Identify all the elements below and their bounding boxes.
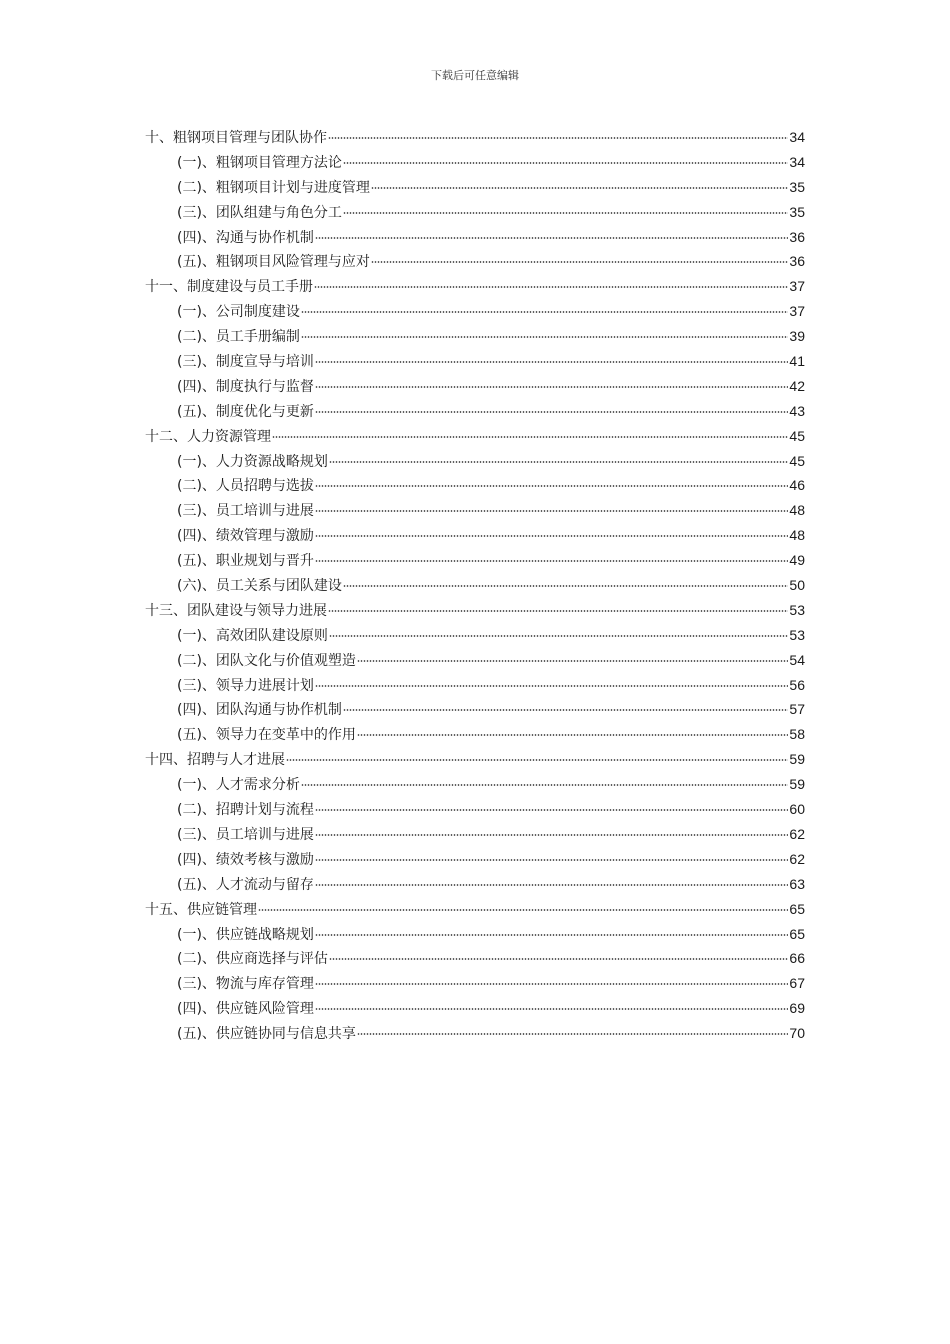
toc-dot-leader (301, 336, 788, 338)
toc-page-number: 48 (789, 527, 805, 544)
toc-dot-leader (315, 809, 788, 811)
toc-entry-title: (一)、高效团队建设原则 (177, 627, 328, 644)
toc-section-entry[interactable] (145, 498, 805, 523)
toc-dot-leader (315, 834, 788, 836)
toc-dot-leader (314, 286, 788, 288)
toc-entry-title: (三)、员工培训与进展 (177, 503, 314, 520)
toc-page-number: 37 (789, 303, 805, 320)
toc-entry-title: 十、粗钢项目管理与团队协作 (145, 130, 327, 146)
toc-chapter-entry[interactable] (145, 125, 805, 150)
toc-page-number: 70 (789, 1025, 805, 1042)
toc-section-entry[interactable] (145, 1021, 805, 1046)
toc-dot-leader (371, 187, 788, 189)
toc-entry-title: (二)、招聘计划与流程 (177, 802, 314, 819)
toc-entry-title: (一)、人才需求分析 (177, 777, 300, 794)
toc-entry-title: (五)、领导力在变革中的作用 (177, 727, 356, 744)
toc-page-number: 45 (789, 452, 805, 469)
toc-section-entry[interactable] (145, 200, 805, 225)
toc-page-number: 37 (789, 278, 805, 295)
toc-entry-title: (三)、团队组建与角色分工 (177, 204, 342, 221)
table-of-contents (145, 125, 805, 1046)
toc-section-entry[interactable] (145, 225, 805, 250)
toc-entry-title: 十四、招聘与人才进展 (145, 752, 285, 769)
toc-entry-title: (六)、员工关系与团队建设 (177, 578, 342, 595)
toc-chapter-entry[interactable] (145, 424, 805, 449)
toc-entry-title: (二)、供应商选择与评估 (177, 951, 328, 968)
toc-entry-title: (一)、供应链战略规划 (177, 926, 314, 943)
toc-dot-leader (328, 137, 788, 139)
toc-entry-title: (三)、制度宣导与培训 (177, 354, 314, 371)
toc-entry-title: (五)、制度优化与更新 (177, 403, 314, 420)
toc-chapter-entry[interactable] (145, 598, 805, 623)
toc-page-number: 56 (789, 676, 805, 693)
toc-entry-title: (四)、绩效考核与激励 (177, 851, 314, 868)
toc-dot-leader (343, 212, 788, 214)
toc-dot-leader (315, 237, 788, 239)
toc-dot-leader (315, 510, 788, 512)
toc-entry-title: (三)、物流与库存管理 (177, 976, 314, 993)
toc-entry-title: (四)、团队沟通与协作机制 (177, 702, 342, 719)
toc-section-entry[interactable] (145, 772, 805, 797)
toc-entry-title: (一)、公司制度建设 (177, 304, 300, 321)
toc-dot-leader (315, 386, 788, 388)
toc-page-number: 41 (789, 353, 805, 370)
toc-page-number: 53 (789, 601, 805, 618)
toc-dot-leader (343, 709, 788, 711)
toc-section-entry[interactable] (145, 697, 805, 722)
toc-entry-title: (二)、员工手册编制 (177, 329, 300, 346)
toc-page-number: 35 (789, 178, 805, 195)
toc-chapter-entry[interactable] (145, 747, 805, 772)
toc-section-entry[interactable] (145, 722, 805, 747)
toc-dot-leader (315, 884, 788, 886)
toc-page-number: 59 (789, 751, 805, 768)
toc-dot-leader (329, 461, 788, 463)
toc-section-entry[interactable] (145, 299, 805, 324)
toc-dot-leader (371, 261, 788, 263)
toc-page-number: 43 (789, 402, 805, 419)
toc-section-entry[interactable] (145, 872, 805, 897)
toc-chapter-entry[interactable] (145, 274, 805, 299)
toc-page-number: 65 (789, 925, 805, 942)
toc-dot-leader (315, 535, 788, 537)
toc-entry-title: (一)、粗钢项目管理方法论 (177, 154, 342, 171)
toc-dot-leader (258, 909, 788, 911)
toc-dot-leader (315, 560, 788, 562)
toc-dot-leader (315, 934, 788, 936)
toc-page-number: 48 (789, 502, 805, 519)
toc-page-number: 54 (789, 651, 805, 668)
toc-entry-title: 十三、团队建设与领导力进展 (145, 602, 327, 619)
toc-page-number: 57 (789, 701, 805, 718)
toc-page-number: 39 (789, 328, 805, 345)
toc-section-entry[interactable] (145, 548, 805, 573)
toc-dot-leader (329, 958, 788, 960)
toc-entry-title: (三)、领导力进展计划 (177, 677, 314, 694)
toc-page-number: 53 (789, 626, 805, 643)
toc-entry-title: (二)、粗钢项目计划与进度管理 (177, 179, 370, 196)
toc-dot-leader (343, 162, 788, 164)
page-header: 下载后可任意编辑 (431, 69, 519, 82)
toc-page-number: 69 (789, 1000, 805, 1017)
toc-entry-title: (三)、员工培训与进展 (177, 826, 314, 843)
toc-dot-leader (357, 660, 788, 662)
toc-page-number: 59 (789, 776, 805, 793)
toc-dot-leader (315, 1008, 788, 1010)
toc-section-entry[interactable] (145, 996, 805, 1021)
toc-dot-leader (329, 635, 788, 637)
toc-dot-leader (357, 734, 788, 736)
toc-dot-leader (286, 759, 788, 761)
toc-dot-leader (343, 585, 788, 587)
toc-section-entry[interactable] (145, 449, 805, 474)
toc-entry-title: (四)、沟通与协作机制 (177, 229, 314, 246)
toc-page-number: 36 (789, 228, 805, 245)
toc-section-entry[interactable] (145, 573, 805, 598)
toc-section-entry[interactable] (145, 648, 805, 673)
toc-entry-title: (五)、供应链协同与信息共享 (177, 1026, 356, 1043)
toc-section-entry[interactable] (145, 971, 805, 996)
toc-page-number: 46 (789, 477, 805, 494)
toc-section-entry[interactable] (145, 175, 805, 200)
toc-page-number: 60 (789, 801, 805, 818)
toc-entry-title: (四)、制度执行与监督 (177, 378, 314, 395)
toc-dot-leader (315, 411, 788, 413)
toc-entry-title: (二)、团队文化与价值观塑造 (177, 652, 356, 669)
toc-dot-leader (315, 685, 788, 687)
toc-section-entry[interactable] (145, 150, 805, 175)
toc-page-number: 62 (789, 850, 805, 867)
toc-page-number: 35 (789, 203, 805, 220)
toc-entry-title: 十一、制度建设与员工手册 (145, 279, 313, 296)
toc-page-number: 67 (789, 975, 805, 992)
toc-page-number: 49 (789, 552, 805, 569)
toc-section-entry[interactable] (145, 623, 805, 648)
toc-dot-leader (315, 983, 788, 985)
toc-dot-leader (315, 859, 788, 861)
toc-section-entry[interactable] (145, 847, 805, 872)
toc-section-entry[interactable] (145, 673, 805, 698)
toc-section-entry[interactable] (145, 922, 805, 947)
toc-dot-leader (301, 311, 788, 313)
toc-page-number: 34 (789, 153, 805, 170)
toc-section-entry[interactable] (145, 523, 805, 548)
toc-entry-title: 十五、供应链管理 (145, 901, 257, 918)
toc-page-number: 62 (789, 825, 805, 842)
toc-section-entry[interactable] (145, 249, 805, 274)
toc-page-number: 34 (789, 129, 805, 145)
toc-entry-title: (二)、人员招聘与选拔 (177, 478, 314, 495)
toc-section-entry[interactable] (145, 374, 805, 399)
toc-chapter-entry[interactable] (145, 897, 805, 922)
toc-dot-leader (315, 361, 788, 363)
toc-section-entry[interactable] (145, 399, 805, 424)
toc-entry-title: (五)、职业规划与晋升 (177, 553, 314, 570)
toc-entry-title: (四)、绩效管理与激励 (177, 528, 314, 545)
toc-entry-title: (四)、供应链风险管理 (177, 1001, 314, 1018)
toc-page-number: 50 (789, 577, 805, 594)
toc-dot-leader (272, 436, 788, 438)
toc-entry-title: (一)、人力资源战略规划 (177, 453, 328, 470)
toc-entry-title: (五)、人才流动与留存 (177, 876, 314, 893)
toc-page-number: 66 (789, 950, 805, 967)
toc-entry-title: 十二、人力资源管理 (145, 428, 271, 445)
toc-section-entry[interactable] (145, 822, 805, 847)
toc-page-number: 45 (789, 427, 805, 444)
toc-section-entry[interactable] (145, 473, 805, 498)
toc-dot-leader (328, 610, 788, 612)
toc-page-number: 58 (789, 726, 805, 743)
toc-dot-leader (301, 784, 788, 786)
toc-page-number: 65 (789, 900, 805, 917)
toc-dot-leader (315, 485, 788, 487)
toc-entry-title: (五)、粗钢项目风险管理与应对 (177, 254, 370, 271)
toc-page-number: 63 (789, 875, 805, 892)
toc-section-entry[interactable] (145, 324, 805, 349)
toc-section-entry[interactable] (145, 797, 805, 822)
toc-section-entry[interactable] (145, 349, 805, 374)
toc-page-number: 42 (789, 377, 805, 394)
toc-page-number: 36 (789, 253, 805, 270)
toc-section-entry[interactable] (145, 946, 805, 971)
toc-dot-leader (357, 1033, 788, 1035)
